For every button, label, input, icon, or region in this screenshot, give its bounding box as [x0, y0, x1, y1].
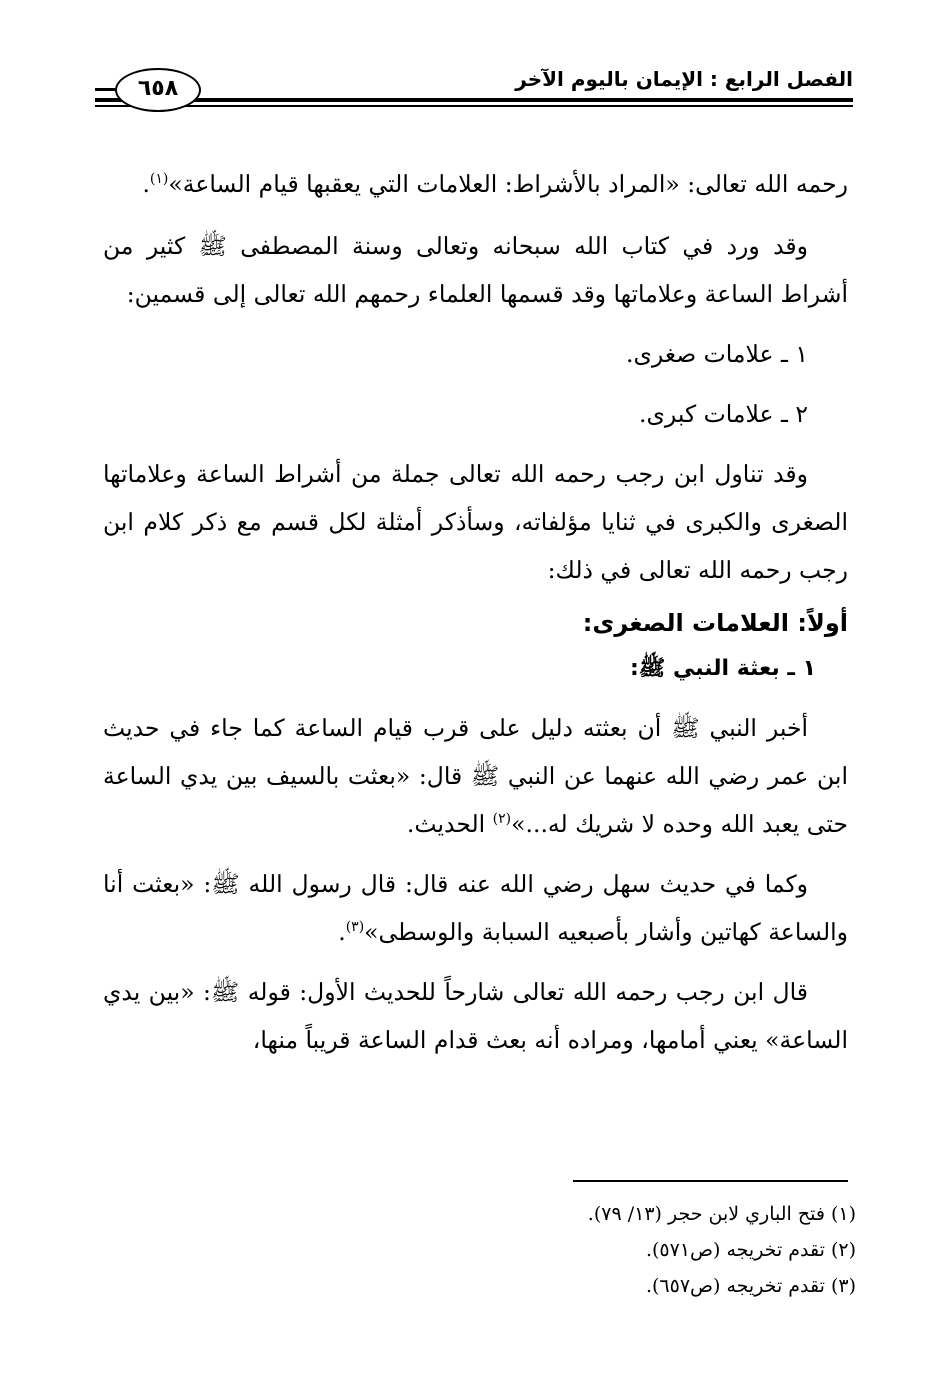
paragraph-4-tail: الحديث. [406, 810, 493, 838]
list-item-minor-signs: ١ ـ علامات صغرى. [626, 340, 808, 368]
running-header [95, 62, 853, 122]
header-rule-thick [95, 98, 853, 102]
paragraph-1-tail: . [142, 170, 150, 198]
footnote-3: (٣) تقدم تخريجه (ص٦٥٧). [645, 1275, 856, 1297]
paragraph-5-text: وكما في حديث سهل رضي الله عنه قال: قال رسول الله ﷺ: «بعثت أنا والساعة كهاتين وأشار بأصبعيه السبابة والوسطى» [103, 870, 848, 946]
list-item-major-signs: ٢ ـ علامات كبرى. [639, 400, 808, 428]
paragraph-5-tail: . [338, 918, 346, 946]
paragraph-4 [103, 704, 848, 848]
footnote-ref-1[interactable]: (١) [149, 171, 169, 188]
section-heading: أولاً: العلامات الصغرى: [582, 609, 848, 637]
paragraph-6: قال ابن رجب رحمه الله تعالى شارحاً للحديث الأول: قوله ﷺ: «بين يدي الساعة» يعني أمامها، ومراده أنه بعث قدام الساعة قريباً منها، [103, 978, 848, 1054]
header-rule-thin [95, 105, 853, 107]
paragraph-5 [103, 860, 848, 956]
page-number-badge: ٦٥٨ [115, 68, 201, 112]
paragraph-1-text: رحمه الله تعالى: «المراد بالأشراط: العلامات التي يعقبها قيام الساعة» [168, 170, 848, 198]
footnote-ref-3[interactable]: (٣) [345, 919, 365, 936]
footnote-separator [573, 1180, 848, 1182]
chapter-title: الفصل الرابع : الإيمان باليوم الآخر [515, 67, 853, 91]
paragraph-3: وقد تناول ابن رجب رحمه الله تعالى جملة من أشراط الساعة وعلاماتها الصغرى والكبرى في ثنايا مؤلفاته، وسأذكر أمثلة لكل قسم مع ذكر كلام ابن رجب رحمه الله تعالى في ذلك: [103, 460, 848, 584]
paragraph-2: وقد ورد في كتاب الله سبحانه وتعالى وسنة المصطفى ﷺ كثير من أشراط الساعة وعلاماتها وقد قسمها العلماء رحمهم الله تعالى إلى قسمين: [103, 232, 848, 308]
header-rule-stub [95, 88, 115, 91]
paragraph-1 [103, 160, 848, 208]
footnotes [103, 1196, 856, 1304]
main-text [103, 160, 848, 1064]
paragraph-4-text: أخبر النبي ﷺ أن بعثته دليل على قرب قيام الساعة كما جاء في حديث ابن عمر رضي الله عنهما عن النبي ﷺ قال: «بعثت بالسيف بين يدي الساعة حتى يعبد الله وحده لا شريك له...» [103, 714, 848, 838]
footnote-1: (١) فتح الباري لابن حجر (١٣/ ٧٩). [587, 1203, 856, 1225]
footnote-2: (٢) تقدم تخريجه (ص٥٧١). [645, 1239, 856, 1261]
footnote-ref-2[interactable]: (٢) [492, 811, 512, 828]
subsection-heading: ١ ـ بعثة النبي ﷺ: [630, 656, 816, 681]
